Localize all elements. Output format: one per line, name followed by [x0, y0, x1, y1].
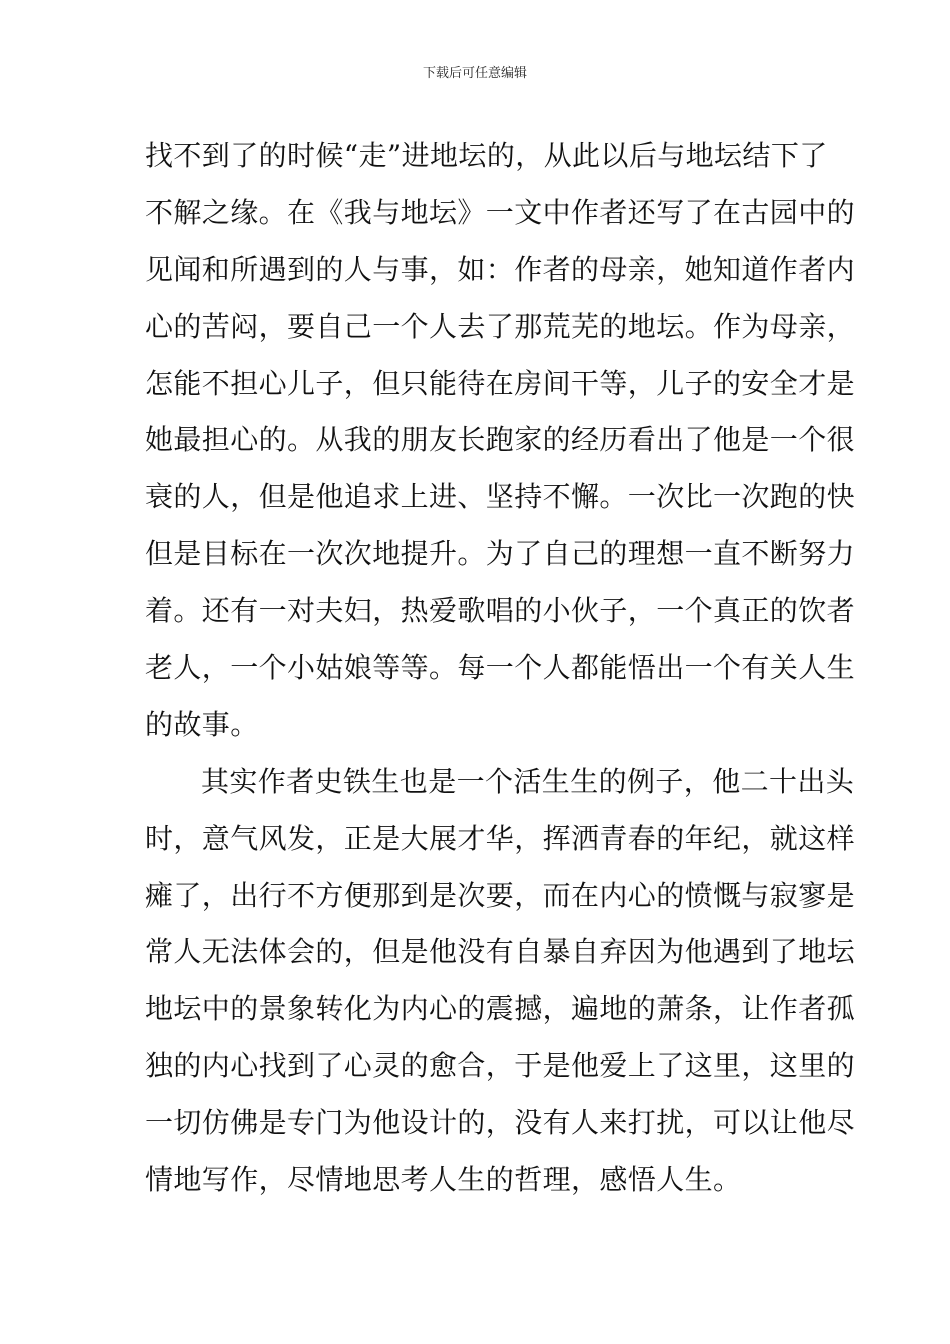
paragraph-2-line-3: 瘫了，出行不方便那到是次要，而在内心的愤慨与寂寥是: [145, 878, 856, 912]
paragraph-2-line-6: 独的内心找到了心灵的愈合，于是他爱上了这里，这里的: [145, 1049, 856, 1083]
paragraph-1-line-8: 但是目标在一次次地提升。为了自己的理想一直不断努力: [145, 537, 856, 571]
paragraph-1-line-2: 不解之缘。在《我与地坛》一文中作者还写了在古园中的: [145, 195, 856, 229]
paragraph-1-line-9: 着。还有一对夫妇，热爱歌唱的小伙子，一个真正的饮者: [145, 594, 856, 628]
paragraph-1-line-4: 心的苦闷，要自己一个人去了那荒芜的地坛。作为母亲，: [145, 309, 856, 343]
paragraph-2-line-7: 一切仿佛是专门为他设计的，没有人来打扰，可以让他尽: [145, 1106, 856, 1140]
paragraph-1-line-3: 见闻和所遇到的人与事，如：作者的母亲，她知道作者内: [145, 252, 856, 286]
paragraph-1-line-1: 找不到了的时候“走”进地坛的，从此以后与地坛结下了: [145, 139, 828, 172]
paragraph-2-line-8: 情地写作，尽情地思考人生的哲理，感悟人生。: [145, 1163, 742, 1197]
paragraph-1-line-6: 她最担心的。从我的朋友长跑家的经历看出了他是一个很: [145, 423, 856, 457]
paragraph-2-line-1: 其实作者史铁生也是一个活生生的例子，他二十出头: [201, 764, 855, 798]
paragraph-2-line-4: 常人无法体会的，但是他没有自暴自弃因为他遇到了地坛: [145, 935, 856, 969]
paragraph-1-line-11: 的故事。: [145, 707, 259, 741]
paragraph-1-line-7: 衰的人，但是他追求上进、坚持不懈。一次比一次跑的快: [145, 480, 856, 514]
page-header: 下载后可任意编辑: [422, 66, 527, 81]
paragraph-1-line-10: 老人，一个小姑娘等等。每一个人都能悟出一个有关人生: [145, 651, 856, 685]
body-text: [145, 128, 856, 1209]
paragraph-2-line-2: 时，意气风发，正是大展才华，挥洒青春的年纪，就这样: [145, 821, 856, 855]
paragraph-1-line-5: 怎能不担心儿子，但只能待在房间干等，儿子的安全才是: [145, 366, 856, 400]
paragraph-2-line-5: 地坛中的景象转化为内心的震撼，遍地的萧条，让作者孤: [145, 992, 856, 1026]
